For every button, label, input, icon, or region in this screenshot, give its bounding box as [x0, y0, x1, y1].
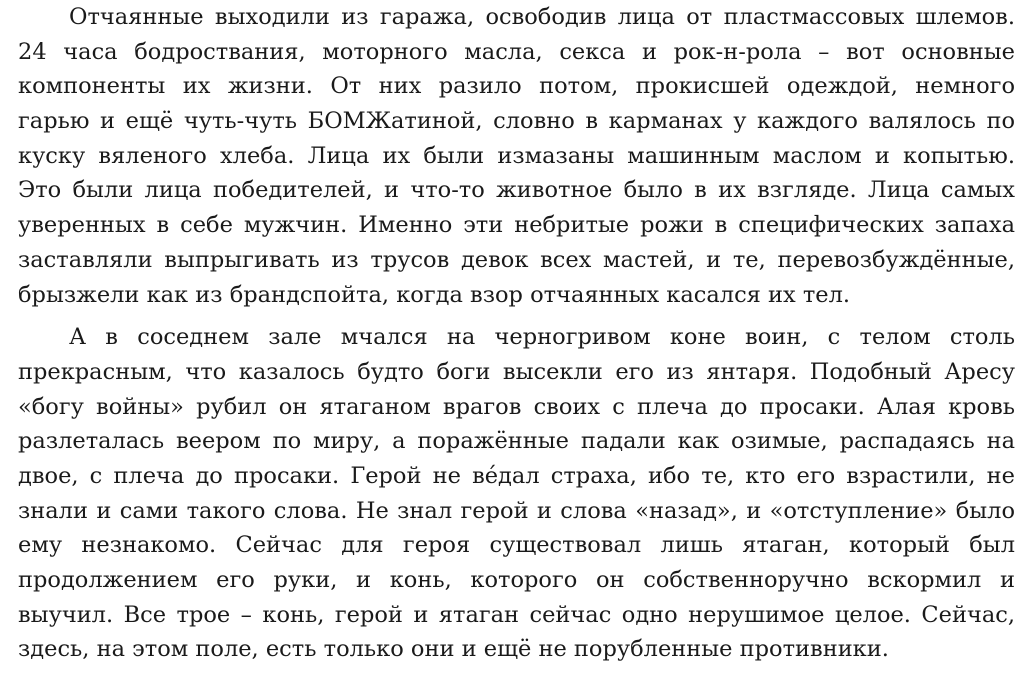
text-line: брызжели как из брандспойта, когда взор отчаянных касался их тел.	[18, 281, 851, 308]
text-line: прекрасным, что казалось будто боги высекли его из янтаря. Подобный Аресу	[18, 358, 1015, 385]
text-line: продолжением его руки, и конь, которого он собственноручно вскормил и	[18, 567, 1015, 593]
text-line: знали и сами такого слова. Не знал герой и слова «назад», и «отступление» было	[18, 497, 1015, 524]
text-line: разлеталась веером по миру, а поражённые падали как озимые, распадаясь на	[18, 428, 1015, 455]
text-line: гарью и ещё чуть-чуть БОМЖатиной, словно в карманах у каждого валялось по	[18, 108, 1015, 135]
text-line: Отчаянные выходили из гаража, освободив лица от пластмассовых шлемов.	[69, 4, 1015, 30]
text-line: А в соседнем зале мчался на черногривом коне воин, с телом столь	[69, 324, 1015, 351]
text-line: заставляли выпрыгивать из трусов девок всех мастей, и те, перевозбуждённые,	[18, 246, 1015, 273]
text-line: выучил. Все трое – конь, герой и ятаган сейчас одно нерушимое целое. Сейчас,	[18, 601, 1015, 628]
paragraph-2	[18, 320, 1015, 667]
text-line: куску вяленого хлеба. Лица их были измазаны машинным маслом и копытью.	[18, 142, 1015, 169]
text-line: здесь, на этом поле, есть только они и ещё не порубленные противники.	[18, 636, 889, 663]
text-line: Это были лица победителей, и что-то животное было в их взгляде. Лица самых	[18, 177, 1015, 204]
text-line: двое, с плеча до просаки. Герой не ве́дал страха, ибо те, кто его взрастили, не	[18, 462, 1015, 489]
text-line: 24 часа бодроствания, моторного масла, секса и рок-н-рола – вот основные	[18, 38, 1015, 65]
text-line: компоненты их жизни. От них разило потом, прокисшей одеждой, немного	[18, 73, 1015, 100]
paragraph-1	[18, 0, 1015, 312]
text-line: уверенных в себе мужчин. Именно эти небритые рожи в специфических запаха	[18, 212, 1015, 239]
text-line: «богу войны» рубил он ятаганом врагов своих с плеча до просаки. Алая кровь	[18, 393, 1015, 420]
text-line: ему незнакомо. Сейчас для героя существовал лишь ятаган, который был	[18, 532, 1015, 559]
document-page	[18, 0, 1015, 667]
